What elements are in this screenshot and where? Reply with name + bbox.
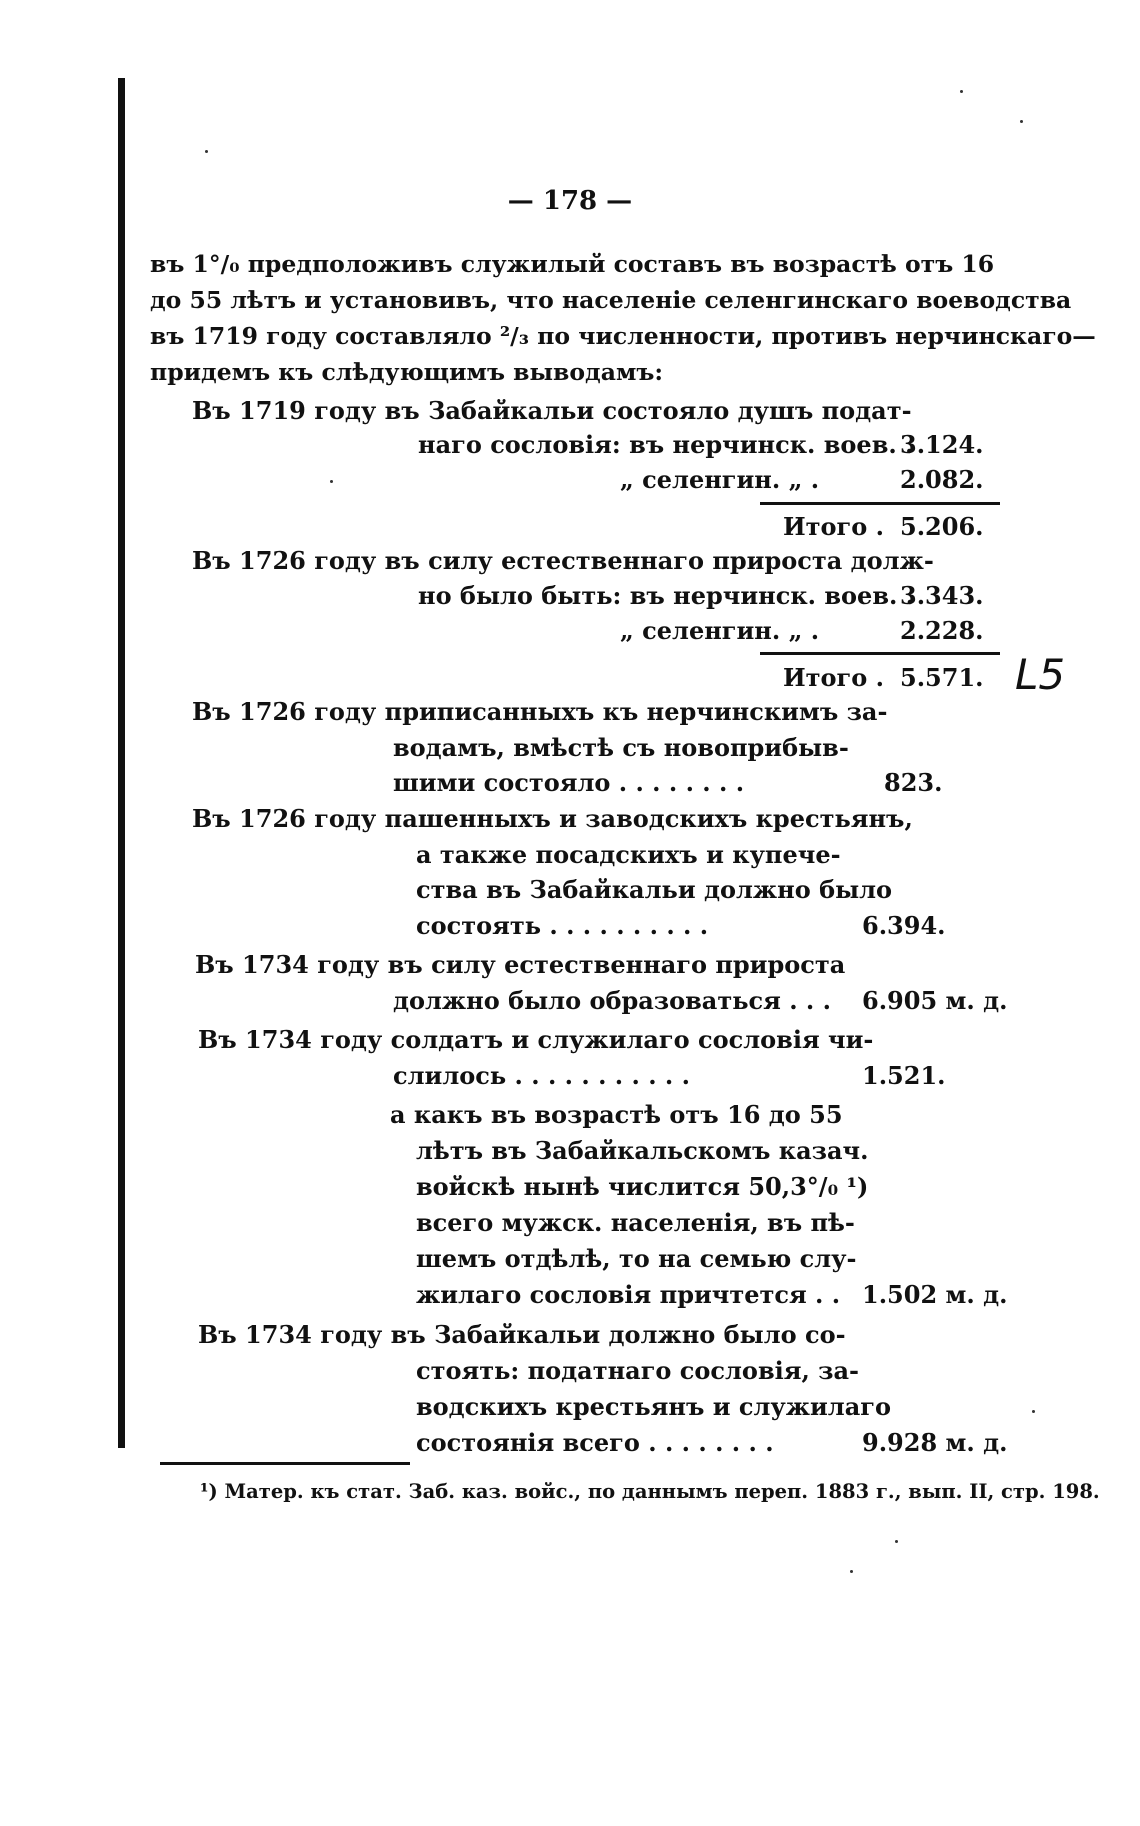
- entry-1734d-line-2: стоять: податнаго сословія, за-: [416, 1356, 860, 1385]
- entry-1734d-line-3: водскихъ крестьянъ и служилаго: [416, 1392, 891, 1421]
- entry-1719-value-nerchinsk: 3.124.: [900, 430, 984, 459]
- entry-1726c-value: 6.394.: [862, 911, 946, 940]
- entry-1734b-line-2: слилось . . . . . . . . . . .: [393, 1061, 690, 1090]
- entry-1726b-value: 823.: [884, 768, 943, 797]
- entry-1734c-line-5: шемъ отдѣлѣ, то на семью слу-: [416, 1244, 857, 1273]
- entry-1734c-value: 1.502 м. д.: [862, 1280, 1008, 1309]
- entry-1734b-value: 1.521.: [862, 1061, 946, 1090]
- entry-1734b-line-1: Въ 1734 году солдатъ и служилаго сословія чи-: [198, 1025, 874, 1054]
- entry-1719-total-label: Итого .: [783, 512, 884, 541]
- entry-1726b-line-3: шими состояло . . . . . . . .: [393, 768, 745, 797]
- entry-1726a-line-2: но было быть: въ нерчинск. воев. .: [418, 581, 915, 610]
- margin-rule: [118, 78, 125, 1448]
- entry-1734a-line-1: Въ 1734 году въ силу естественнаго прироста: [195, 950, 846, 979]
- entry-1726c-line-1: Въ 1726 году пашенныхъ и заводскихъ крестьянъ,: [192, 804, 913, 833]
- entry-1734c-line-1: а какъ въ возрастѣ отъ 16 до 55: [390, 1100, 843, 1129]
- entry-1726c-line-3: ства въ Забайкальи должно было: [416, 875, 893, 904]
- total-rule: [760, 652, 1000, 655]
- entry-1726a-value-nerchinsk: 3.343.: [900, 581, 984, 610]
- entry-1726a-total-label: Итого .: [783, 663, 884, 692]
- scan-speck: [895, 1540, 898, 1543]
- intro-line: до 55 лѣтъ и установивъ, что населеніе селенгинскаго воеводства: [150, 286, 1072, 314]
- entry-1719-total: 5.206.: [900, 512, 984, 541]
- total-rule: [760, 502, 1000, 505]
- intro-paragraph: [150, 246, 1096, 390]
- intro-line: въ 1719 году составляло ²/₃ по численности, противъ нерчинскаго—: [150, 322, 1096, 350]
- entry-1726c-line-2: а также посадскихъ и купече-: [416, 840, 841, 869]
- entry-1734c-line-2: лѣтъ въ Забайкальскомъ казач.: [416, 1136, 869, 1165]
- scan-speck: [960, 90, 963, 93]
- entry-1726b-line-2: водамъ, вмѣстѣ съ новоприбыв-: [393, 733, 849, 762]
- entry-1734c-line-3: войскѣ нынѣ числится 50,3°/₀ ¹): [416, 1172, 869, 1201]
- entry-1734d-line-1: Въ 1734 году въ Забайкальи должно было со-: [198, 1320, 846, 1349]
- entry-1726a-total: 5.571.: [900, 663, 984, 692]
- scan-speck: [330, 480, 333, 483]
- page-number: — 178 —: [507, 186, 633, 216]
- entry-1734d-value: 9.928 м. д.: [862, 1428, 1008, 1457]
- entry-1719-line-2: наго сословія: въ нерчинск. воев. .: [418, 430, 914, 459]
- scan-speck: [1032, 1410, 1035, 1413]
- footnote-rule: [160, 1462, 410, 1465]
- entry-1719-value-selenginsk: 2.082.: [900, 465, 984, 494]
- entry-1734a-value: 6.905 м. д.: [862, 986, 1008, 1015]
- footnote: ¹) Матер. къ стат. Заб. каз. войс., по даннымъ переп. 1883 г., вып. II, стр. 198.: [200, 1480, 1100, 1503]
- entry-1726b-line-1: Въ 1726 году приписанныхъ къ нерчинскимъ за-: [192, 697, 888, 726]
- entry-1726a-value-selenginsk: 2.228.: [900, 616, 984, 645]
- entry-1726a-line-1: Въ 1726 году въ силу естественнаго прироста долж-: [192, 546, 934, 575]
- scan-speck: [1020, 120, 1023, 123]
- entry-1734c-line-6: жилаго сословія причтется . .: [416, 1280, 841, 1309]
- entry-1734c-line-4: всего мужск. населенія, въ пѣ-: [416, 1208, 855, 1237]
- entry-1719-line-1: Въ 1719 году въ Забайкальи состояло душъ подат-: [192, 396, 912, 425]
- scan-speck: [850, 1570, 853, 1573]
- entry-1726c-line-4: состоять . . . . . . . . . .: [416, 911, 709, 940]
- entry-1734a-line-2: должно было образоваться . . .: [393, 986, 831, 1015]
- entry-1734d-line-4: состоянія всего . . . . . . . .: [416, 1428, 774, 1457]
- margin-annotation: L5: [1015, 650, 1066, 699]
- scan-speck: [205, 150, 208, 153]
- intro-line: придемъ къ слѣдующимъ выводамъ:: [150, 358, 664, 386]
- intro-line: въ 1°/₀ предположивъ служилый составъ въ возрастѣ отъ 16: [150, 250, 995, 278]
- entry-1726a-line-3: „ селенгин. „ .: [620, 616, 820, 645]
- entry-1719-line-3: „ селенгин. „ .: [620, 465, 820, 494]
